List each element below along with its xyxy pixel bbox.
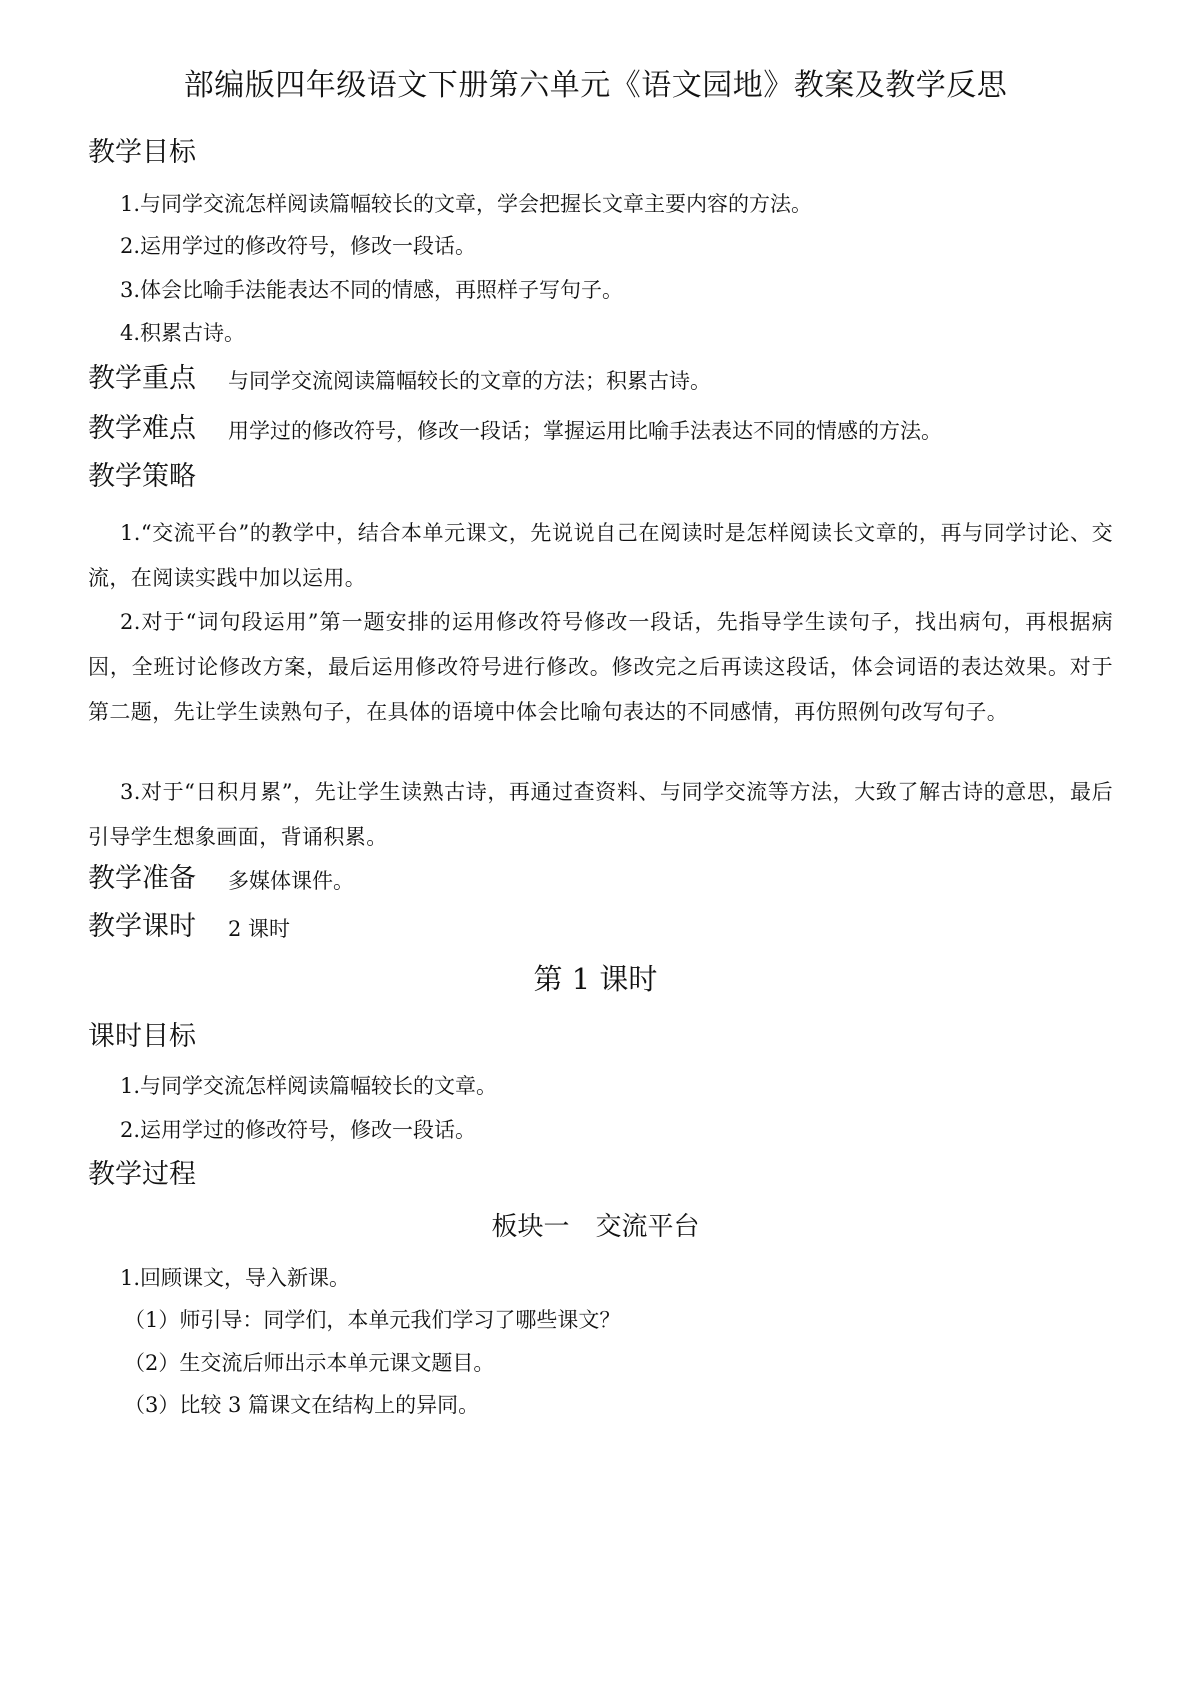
strategy-heading: 教学策略: [88, 461, 196, 492]
objectives-heading: 教学目标: [88, 137, 196, 168]
document-title: 部编版四年级语文下册第六单元《语文园地》教案及教学反思: [183, 68, 1008, 103]
objective-item-3: 3.体会比喻手法能表达不同的情感，再照样子写句子。: [120, 278, 624, 302]
strategy-paragraph-3: 3.对于“日积月累”，先让学生读熟古诗，再通过查资料、与同学交流等方法，大致了解古诗的意思，最后引导学生想象画面，背诵积累。: [88, 780, 1113, 849]
objective-item-2: 2.运用学过的修改符号，修改一段话。: [120, 234, 477, 258]
key-points-heading: 教学重点: [88, 363, 196, 394]
process-substep-3: （3）比较 3 篇课文在结构上的异同。: [124, 1393, 480, 1417]
difficulties-text: 用学过的修改符号，修改一段话；掌握运用比喻手法表达不同的情感的方法。: [228, 419, 942, 443]
objective-item-4: 4.积累古诗。: [120, 321, 246, 345]
periods-text: 2 课时: [228, 917, 291, 941]
lesson-objective-item-1: 1.与同学交流怎样阅读篇幅较长的文章。: [120, 1074, 498, 1098]
block-title: 板块一 交流平台: [491, 1212, 700, 1242]
process-substep-2: （2）生交流后师出示本单元课文题目。: [124, 1351, 495, 1375]
lesson-1-title: 第 1 课时: [533, 962, 658, 996]
key-points-text: 与同学交流阅读篇幅较长的文章的方法；积累古诗。: [228, 369, 711, 393]
lesson-objectives-heading: 课时目标: [88, 1021, 196, 1052]
strategy-paragraph-2: 2.对于“词句段运用”第一题安排的运用修改符号修改一段话，先指导学生读句子，找出病句，再根据病因，全班讨论修改方案，最后运用修改符号进行修改。修改完之后再读这段话，体会词语的表达效果。对于第二题，先让学生读熟句子，在具体的语境中体会比喻句表达的不同感情，再仿照例句改写句子。: [88, 610, 1113, 724]
preparation-text: 多媒体课件。: [228, 869, 354, 893]
process-heading: 教学过程: [88, 1159, 196, 1190]
objective-item-1: 1.与同学交流怎样阅读篇幅较长的文章，学会把握长文章主要内容的方法。: [120, 192, 813, 216]
lesson-objective-item-2: 2.运用学过的修改符号，修改一段话。: [120, 1118, 477, 1142]
strategy-paragraph-1: 1.“交流平台”的教学中，结合本单元课文，先说说自己在阅读时是怎样阅读长文章的，再与同学讨论、交流，在阅读实践中加以运用。: [88, 521, 1113, 590]
process-substep-1: （1）师引导：同学们，本单元我们学习了哪些课文？: [124, 1308, 621, 1332]
preparation-heading: 教学准备: [88, 863, 196, 894]
difficulties-heading: 教学难点: [88, 413, 196, 444]
process-step-1: 1.回顾课文，导入新课。: [120, 1266, 351, 1290]
periods-heading: 教学课时: [88, 911, 196, 942]
